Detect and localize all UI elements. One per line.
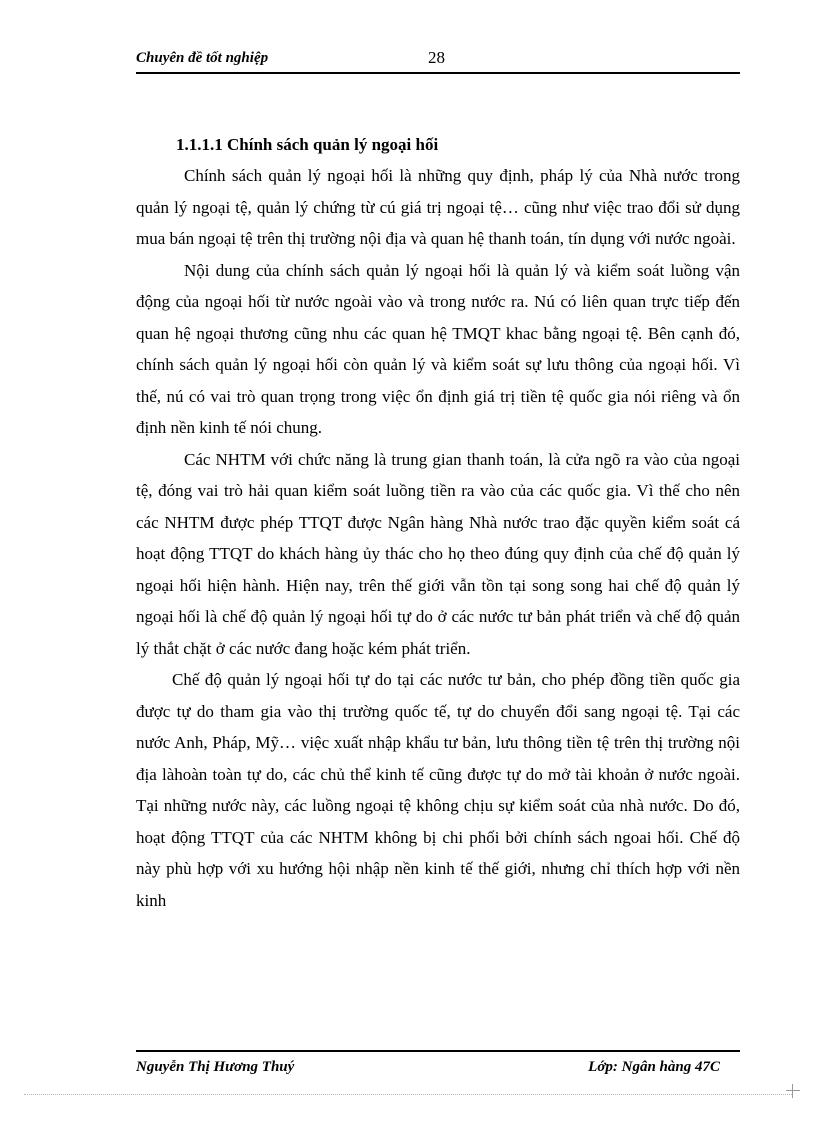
section-heading: 1.1.1.1 Chính sách quản lý ngoại hối: [176, 135, 439, 154]
page-body: [136, 130, 740, 916]
page-footer: [136, 1050, 740, 1080]
paragraph-2: Nội dung của chính sách quản lý ngoại hối là quản lý và kiểm soát luồng vận động của ngoại hối từ nước ngoài vào và trong nước ra. Nú có liên quan trực tiếp đến quan hệ ngoại thương cũng nhu các quan hệ TMQT khac bằng ngoại tệ. Bên cạnh đó, chính sách quản lý ngoại hối còn quản lý và kiểm soát sự lưu thông của ngoại hối. Vì thế, nú có vai trò quan trọng trong việc ổn định giá trị tiền tệ quốc gia nói riêng và ổn định nền kinh tế nói chung.: [136, 260, 740, 437]
header-title: Chuyên đề tốt nghiệp: [136, 50, 269, 66]
paragraph-1: Chính sách quản lý ngoại hối là những quy định, pháp lý của Nhà nước trong quản lý ngoại tệ, quản lý chứng từ cú giá trị ngoại tệ… cũng như việc trao đổi sử dụng mua bán ngoại tệ trên thị trường nội địa và quan hệ thanh toán, tín dụng với nước ngoài.: [136, 166, 740, 248]
paragraph-4: Chế độ quản lý ngoại hối tự do tại các nước tư bản, cho phép đồng tiền quốc gia được tự do tham gia vào thị trường quốc tế, tự do chuyển đổi sang ngoại tệ. Tại các nước Anh, Pháp, Mỹ… việc xuất nhập khẩu tư bản, lưu thông tiền tệ trên thị trường nội địa làhoàn toàn tự do, các chủ thể kinh tế cũng được tự do mở tài khoản ở nước ngoài. Tại những nước này, các luồng ngoại tệ không chịu sự kiểm soát của nhà nước. Do đó, hoạt động TTQT của các NHTM không bị chi phối bởi chính sách ngoai hối. Chế độ này phù hợp với xu hướng hội nhập nền kinh tế thế giới, nhưng chỉ thích hợp với nền kinh: [136, 670, 740, 910]
page-header: [136, 48, 740, 74]
page-number: 28: [428, 48, 445, 67]
page-edge-divider: [24, 1094, 792, 1095]
crop-mark-icon: [786, 1084, 800, 1098]
footer-author: Nguyễn Thị Hương Thuý: [136, 1059, 295, 1075]
footer-class: Lớp: Ngân hàng 47C: [588, 1059, 720, 1075]
paragraph-3: Các NHTM với chức năng là trung gian thanh toán, là cửa ngõ ra vào của ngoại tệ, đóng vai trò hải quan kiểm soát luồng tiền ra vào của các quốc gia. Vì thế cho nên các NHTM được phép TTQT được Ngân hàng Nhà nước trao đặc quyền kiểm soát cá hoạt động TTQT do khách hàng ủy thác cho họ theo đúng quy định của chế độ quản lý ngoại hối hiện hành. Hiện nay, trên thế giới vẫn tồn tại song song hai chế độ quản lý ngoại hối là chế độ quản lý ngoại hối tự do ở các nước tư bản phát triển và chế độ quản lý thắt chặt ở các nước đang hoặc kém phát triển.: [136, 449, 740, 658]
